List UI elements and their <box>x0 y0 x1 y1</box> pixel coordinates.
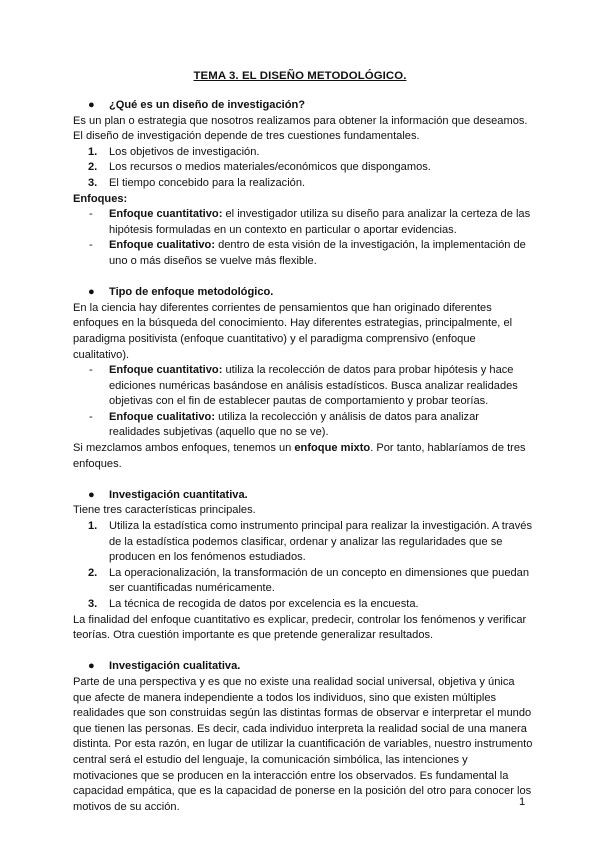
term-bold: Enfoque cuantitativo: <box>109 364 223 377</box>
dash-list <box>73 363 533 441</box>
dash-list <box>73 207 533 269</box>
list-item <box>73 160 533 176</box>
section-heading-diseno <box>73 98 533 114</box>
list-item <box>73 145 533 161</box>
paragraph <box>73 441 533 472</box>
paragraph: Parte de una perspectiva y es que no existe una realidad social universal, objetiva y única que afecte de manera independiente a todos los individuos, sino que existen múltiples realidades que son construidas según las distintas formas de observar e interpretar el mundo que tienen las personas. Es decir, cada individuo interpreta la realidad social de una manera distinta. Por esta razón, en lugar de utilizar la cuantificación de variables, nuestro instrumento central será el estudio del lenguaje, la comunicación simbólica, las intenciones y motivaciones que se producen en la interacción entre los observados. Es fundamental la capacidad empática, que es la capacidad de ponerse en la posición del otro para conocer los motivos de su acción. <box>73 675 533 813</box>
paragraph-text: . Por tanto, hablaríamos de tres enfoques. <box>73 442 526 470</box>
dash-icon: - <box>89 364 93 377</box>
list-item-text: La técnica de recogida de datos por excelencia es la encuesta. <box>109 598 419 610</box>
list-item <box>73 238 533 269</box>
spacer <box>73 270 533 286</box>
section-heading-text: Investigación cuantitativa. <box>109 488 248 501</box>
paragraph: Es un plan o estrategia que nosotros realizamos para obtener la información que deseamos. El diseño de investigación depende de tres cuestiones fundamentales. <box>73 114 528 143</box>
bullet-icon: ● <box>88 488 95 501</box>
list-item <box>73 519 533 566</box>
list-number: 2. <box>88 161 98 174</box>
section-heading-tipo-enfoque <box>73 285 533 301</box>
term-bold: Enfoque cualitativo: <box>109 410 216 423</box>
section-heading-text: ¿Qué es un diseño de investigación? <box>109 99 306 111</box>
numbered-list <box>73 519 533 613</box>
bullet-icon: ● <box>88 660 95 673</box>
list-item <box>73 566 533 597</box>
list-number: 3. <box>88 598 98 610</box>
list-number: 1. <box>88 520 98 533</box>
page-number: 1 <box>519 796 526 808</box>
section-heading-cuantitativa <box>73 488 533 504</box>
list-item-text: Los objetivos de investigación. <box>109 145 260 158</box>
term-text: dentro de esta visión de la investigación, la implementación de uno o más diseños se vuelve más flexible. <box>109 239 526 267</box>
list-number: 3. <box>88 176 98 189</box>
enfoques-label: Enfoques: <box>73 192 128 205</box>
document-title: TEMA 3. EL DISEÑO METODOLÓGICO. <box>193 70 407 82</box>
dash-icon: - <box>89 239 93 252</box>
spacer <box>73 472 533 488</box>
term-bold: Enfoque cuantitativo: <box>109 208 223 221</box>
list-item-text: Los recursos o medios materiales/económicos que dispongamos. <box>109 161 431 174</box>
document-body <box>73 98 533 815</box>
dash-icon: - <box>89 208 93 221</box>
term-text: utiliza la recolección y análisis de datos para analizar realidades subjetivas (aquello que no se ve). <box>109 410 479 439</box>
section-heading-text: Investigación cualitativa. <box>109 660 241 673</box>
term-bold: enfoque mixto <box>294 442 371 455</box>
paragraph: En la ciencia hay diferentes corrientes de pensamientos que han originado diferentes enfoques en la búsqueda del conocimiento. Hay diferentes estrategias, principalmente, el paradigma positivista (enfoque cuantitativo) y el paradigma comprensivo (enfoque cualitativo). <box>73 301 513 361</box>
term-text: el investigador utiliza su diseño para analizar la certeza de las hipótesis formuladas en un contexto en particular o aportar evidencias. <box>109 208 531 236</box>
paragraph: La finalidad del enfoque cuantitativo es explicar, predecir, controlar los fenómenos y verificar teorías. Otra cuestión importante es que pretende generalizar resultados. <box>73 613 527 642</box>
list-number: 2. <box>88 566 98 579</box>
dash-icon: - <box>89 410 93 423</box>
bullet-icon: ● <box>88 99 95 111</box>
list-item-text: El tiempo concebido para la realización. <box>109 176 306 189</box>
paragraph: Tiene tres características principales. <box>73 504 256 517</box>
spacer <box>73 644 533 660</box>
numbered-list <box>73 145 533 192</box>
section-heading-cualitativa <box>73 659 533 675</box>
list-item-text: La operacionalización, la transformación de un concepto en dimensiones que puedan ser cuantificadas numéricamente. <box>109 566 529 595</box>
term-bold: Enfoque cualitativo: <box>109 239 216 252</box>
subheading-enfoques <box>73 192 533 208</box>
list-item <box>73 363 533 410</box>
list-number: 1. <box>88 145 98 158</box>
list-item <box>73 207 533 238</box>
list-item <box>73 597 533 613</box>
list-item <box>73 176 533 192</box>
section-heading-text: Tipo de enfoque metodológico. <box>109 286 274 299</box>
paragraph-text: Si mezclamos ambos enfoques, tenemos un <box>73 442 295 455</box>
term-text: utiliza la recolección de datos para probar hipótesis y hace ediciones numéricas basándose en análisis estadísticos. Busca analizar realidades objetivas con el fin de establecer pautas de comportamiento y probar teorías. <box>109 364 518 408</box>
list-item-text: Utiliza la estadística como instrumento principal para realizar la investigación. A través de la estadística podemos clasificar, ordenar y analizar las regularidades que se producen en los fenómenos estudiados. <box>109 520 532 564</box>
bullet-icon: ● <box>88 286 95 299</box>
list-item <box>73 410 533 441</box>
